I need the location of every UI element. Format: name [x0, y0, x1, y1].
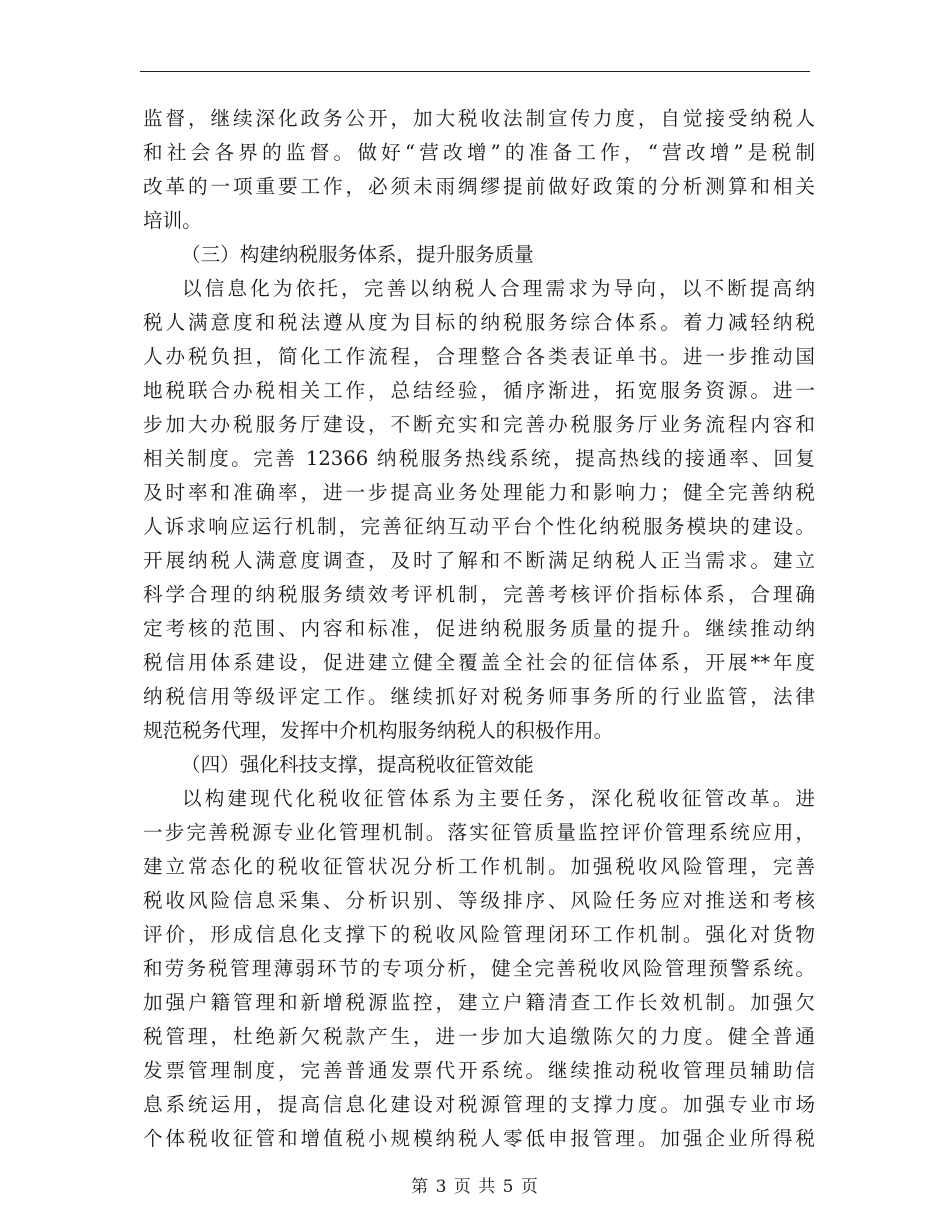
text-line: 税管理，杜绝新欠税款产生，进一步加大追缴陈欠的力度。健全普通	[143, 1025, 815, 1048]
text-line: 培训。	[143, 209, 202, 232]
page-footer: 第 3 页 共 5 页	[411, 1177, 539, 1197]
text-line: 开展纳税人满意度调查，及时了解和不断满足纳税人正当需求。建立	[143, 549, 815, 572]
text-line: 定考核的范围、内容和标准，促进纳税服务质量的提升。继续推动纳	[143, 617, 815, 640]
text-line: 发票管理制度，完善普通发票代开系统。继续推动税收管理员辅助信	[143, 1059, 815, 1082]
text-line: 科学合理的纳税服务绩效考评机制，完善考核评价指标体系，合理确	[143, 583, 815, 606]
text-line: 税信用体系建设，促进建立健全覆盖全社会的征信体系，开展**年度	[143, 651, 815, 674]
header-rule	[140, 71, 810, 72]
text-line: 规范税务代理，发挥中介机构服务纳税人的积极作用。	[143, 719, 614, 742]
text-line: 改革的一项重要工作，必须未雨绸缪提前做好政策的分析测算和相关	[143, 175, 815, 198]
text-line: 息系统运用，提高信息化建设对税源管理的支撑力度。加强专业市场	[143, 1093, 815, 1116]
paragraph	[143, 102, 815, 238]
text-line: 一步完善税源专业化管理机制。落实征管质量监控评价管理系统应用，	[143, 821, 815, 844]
text-line: 纳税信用等级评定工作。继续抓好对税务师事务所的行业监管，法律	[143, 685, 815, 708]
text-line: 监督，继续深化政务公开，加大税收法制宣传力度，自觉接受纳税人	[143, 107, 815, 130]
text-line: 地税联合办税相关工作，总结经验，循序渐进，拓宽服务资源。进一	[143, 379, 815, 402]
text-line: 建立常态化的税收征管状况分析工作机制。加强税收风险管理，完善	[143, 855, 815, 878]
text-line: 税收风险信息采集、分析识别、等级排序、风险任务应对推送和考核	[143, 889, 815, 912]
text-line: 及时率和准确率，进一步提高业务处理能力和影响力；健全完善纳税	[143, 481, 815, 504]
text-line: 个体税收征管和增值税小规模纳税人零低申报管理。加强企业所得税	[143, 1127, 815, 1150]
paragraph	[143, 782, 815, 1156]
text-line: 评价，形成信息化支撑下的税收风险管理闭环工作机制。强化对货物	[143, 923, 815, 946]
text-line: 以构建现代化税收征管体系为主要任务，深化税收征管改革。进	[182, 787, 815, 810]
text-line: 步加大办税服务厅建设，不断充实和完善办税服务厅业务流程内容和	[143, 413, 815, 436]
text-line: 以信息化为依托，完善以纳税人合理需求为导向，以不断提高纳	[182, 277, 815, 300]
text-line: 和社会各界的监督。做好“营改增”的准备工作，“营改增”是税制	[143, 141, 815, 164]
heading-text: （三）构建纳税服务体系，提升服务质量	[181, 243, 534, 266]
text-line: 相关制度。完善 12366 纳税服务热线系统，提高热线的接通率、回复	[143, 447, 815, 470]
document-body	[143, 102, 815, 1156]
paragraph	[143, 272, 815, 748]
heading-text: （四）强化科技支撑，提高税收征管效能	[181, 753, 534, 776]
section-heading	[143, 238, 815, 272]
text-line: 人办税负担，简化工作流程，合理整合各类表证单书。进一步推动国	[143, 345, 815, 368]
text-line: 人诉求响应运行机制，完善征纳互动平台个性化纳税服务模块的建设。	[143, 515, 815, 538]
text-line: 加强户籍管理和新增税源监控，建立户籍清查工作长效机制。加强欠	[143, 991, 815, 1014]
text-line: 和劳务税管理薄弱环节的专项分析，健全完善税收风险管理预警系统。	[143, 957, 815, 980]
section-heading	[143, 748, 815, 782]
text-line: 税人满意度和税法遵从度为目标的纳税服务综合体系。着力减轻纳税	[143, 311, 815, 334]
